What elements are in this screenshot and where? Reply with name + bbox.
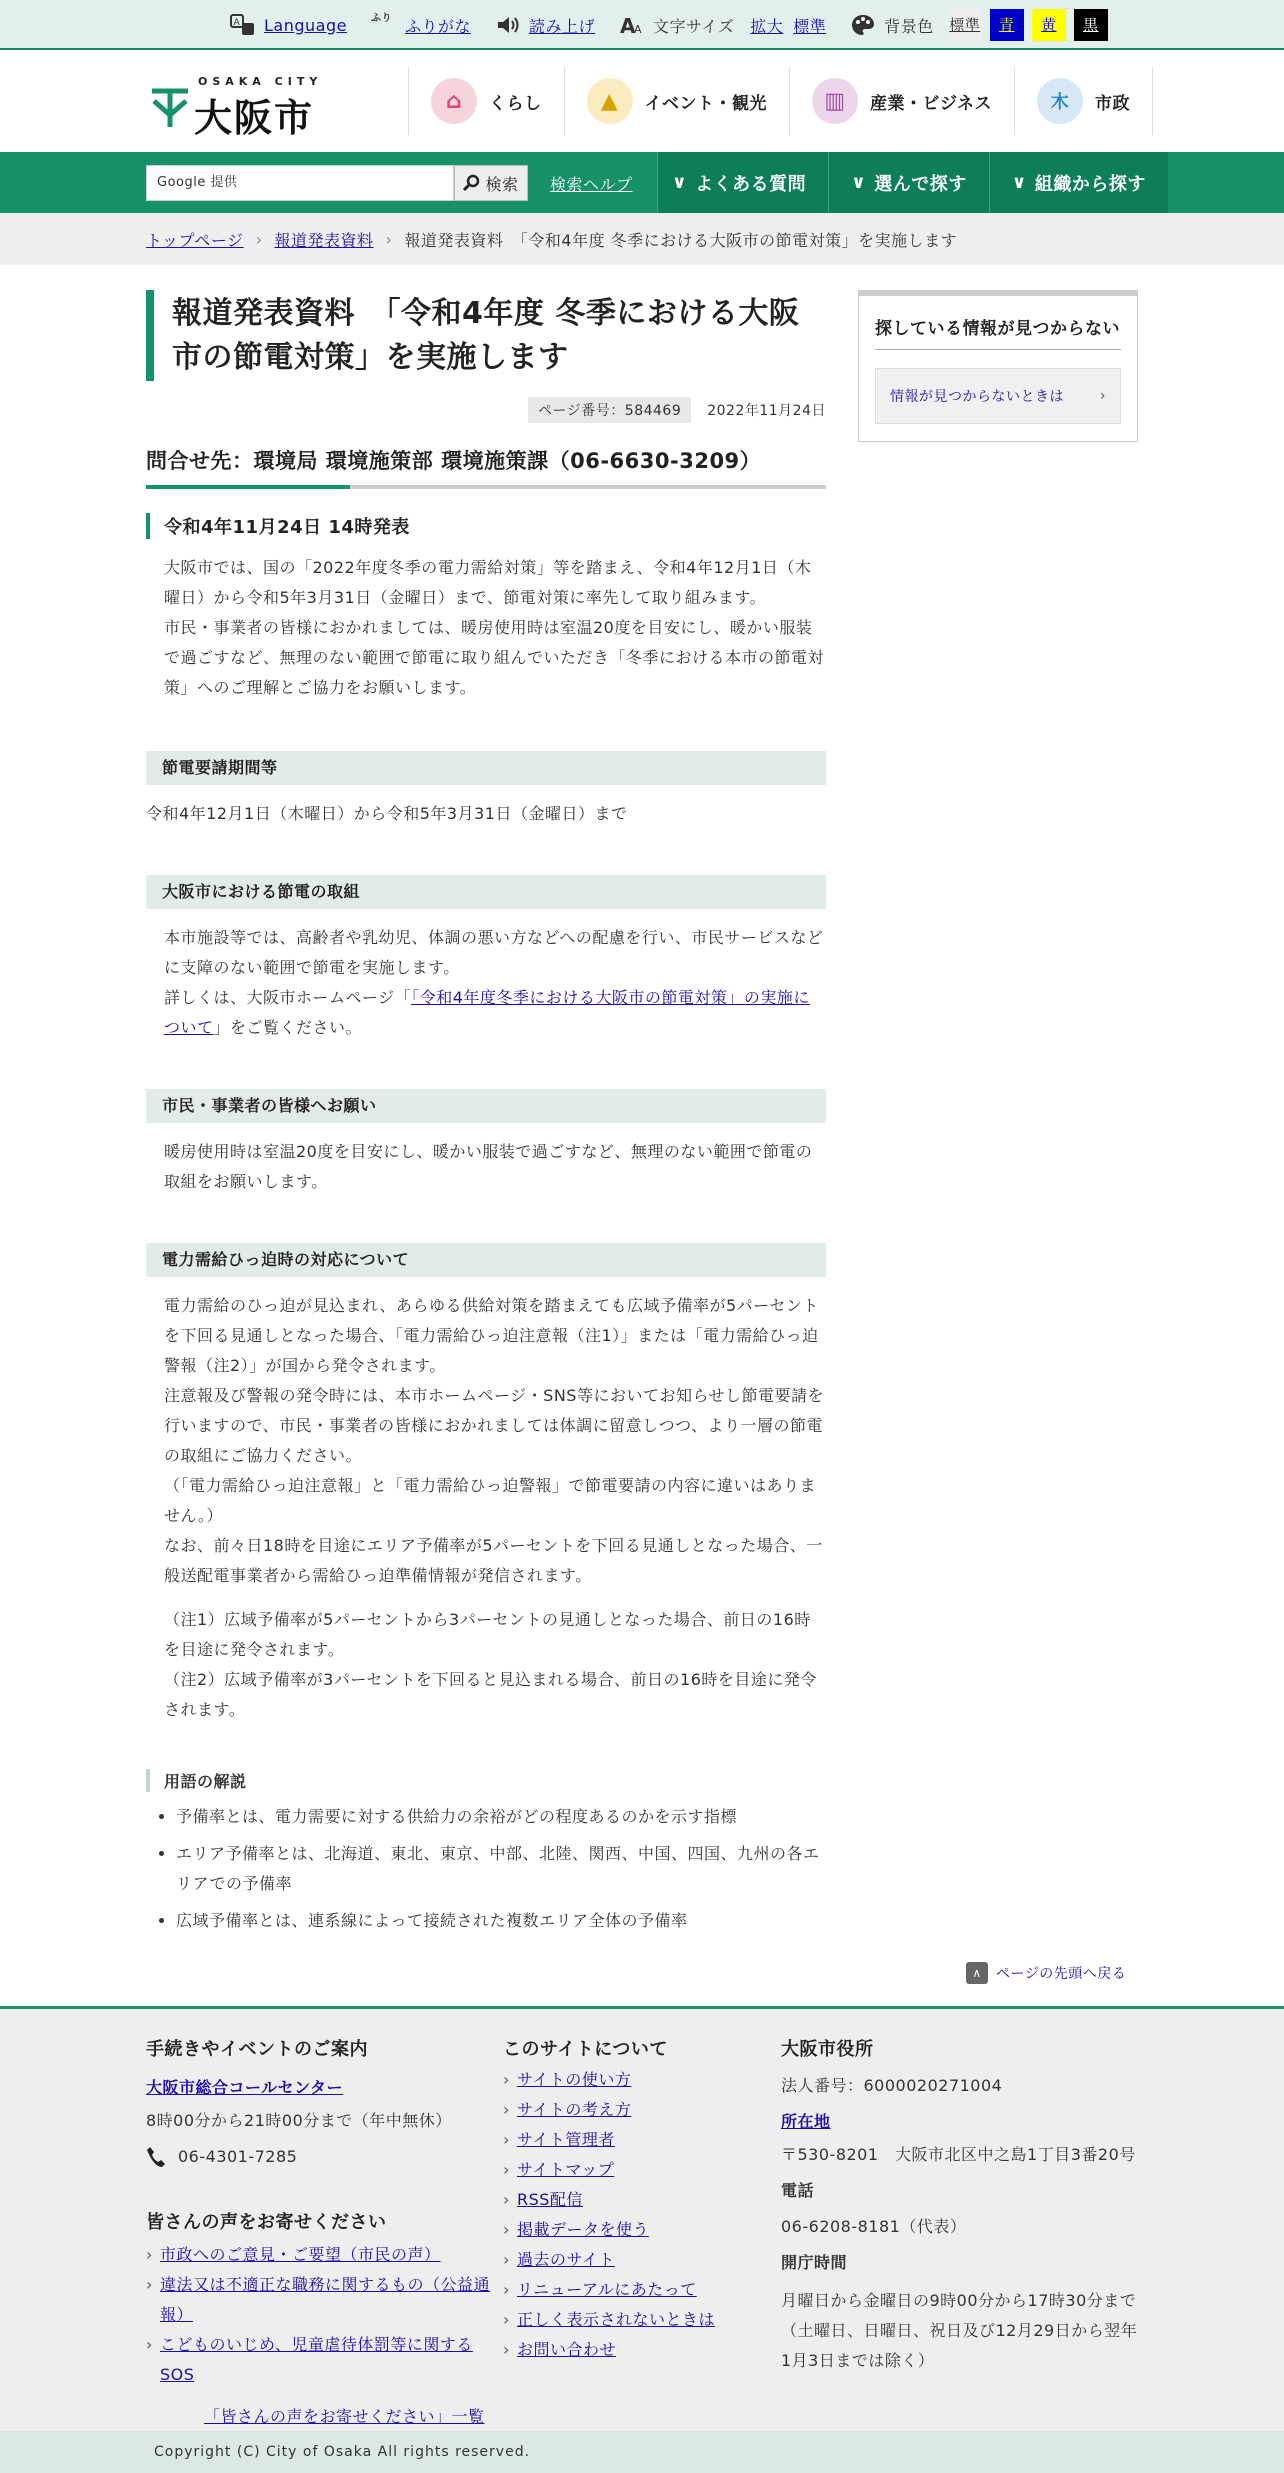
footer-col-site [503,2035,743,2365]
search-icon [463,174,481,192]
voice-link[interactable]: 違法又は不適正な職務に関するもの（公益通報） [160,2275,491,2324]
search-bar [0,152,1284,213]
site-link-item[interactable] [503,2245,743,2275]
tel-label: 電話 [781,2181,815,2200]
list-item: • 広域予備率とは、連系線によって接続された複数エリア全体の予備率 [176,1906,826,1936]
site-link[interactable]: サイトマップ [517,2160,615,2179]
chevron-down-icon: ∨ [851,172,867,193]
city-emblem-icon [150,87,190,129]
furigana-icon: ふり [370,13,392,24]
nav-shisei[interactable] [1014,67,1153,135]
nav-faq[interactable] [657,152,828,213]
copyright: Copyright (C) City of Osaka All rights reserved. [0,2431,1284,2473]
hours-note: （土曜日、日曜日、祝日及び12月29日から翌年1月3日までは除く） [781,2321,1138,2370]
location-link[interactable]: 所在地 [781,2112,831,2131]
terms-heading: 用語の解説 [146,1769,826,1792]
site-link-item[interactable] [503,2155,743,2185]
footer [0,2006,1284,2431]
footer-col-guide [146,2035,506,2427]
nav-kurashi[interactable] [408,67,564,135]
section-heading: 電力需給ひっ迫時の対応について [146,1243,826,1277]
call-center-link[interactable]: 大阪市総合コールセンター [146,2078,344,2097]
footer-heading: 手続きやイベントのご案内 [146,2039,368,2060]
page-title: 報道発表資料 「令和4年度 冬季における大阪市の節電対策」を実施します [146,290,826,381]
building-icon: ▥ [812,78,858,124]
furigana-label[interactable]: ふりがな [404,16,471,36]
call-center-phone [146,2142,506,2172]
bg-yellow-button[interactable]: 黄 [1032,9,1066,41]
text-prefix: 詳しくは、大阪市ホームページ「 [164,988,412,1007]
sidebar-heading: 探している情報が見つからない [875,296,1121,350]
palette-icon [850,13,876,37]
bg-standard-button[interactable]: 標準 [948,9,982,41]
voice-links [146,2240,506,2390]
site-link[interactable]: サイトの考え方 [517,2100,632,2119]
site-link-item[interactable] [503,2305,743,2335]
main-content [146,290,826,1936]
site-link[interactable]: リニューアルにあたって [517,2280,697,2299]
footer-heading: 皆さんの声をお寄せください [146,2212,387,2233]
section-text: 電力需給のひっ迫が見込まれ、あらゆる供給対策を踏まえても広域予備率が5パーセントを下回る見通しとなった場合、「電力需給ひっ迫注意報（注1）」または「電力需給ひっ迫警報（注2）」が国から発令されます。 [164,1296,819,1375]
intro-paragraph-2: 市民・事業者の皆様におかれましては、暖房使用時は室温20度を目安にし、暖かい服装で過ごすなど、無理のない範囲で節電に取り組んでいただき「冬季における本市の節電対策」へのご理解とご協力をお願いします。 [164,618,825,697]
section-text [146,1137,826,1197]
chevron-down-icon: ∨ [672,172,688,193]
chevron-right-icon: › [1099,388,1106,404]
voice-all-link[interactable]: 「皆さんの声をお寄せください」一覧 [204,2407,485,2426]
text-suffix: 」をご覧ください。 [213,1018,363,1037]
site-link-item[interactable] [503,2275,743,2305]
language-label[interactable]: Language [264,15,347,35]
nav-org[interactable] [989,152,1168,213]
note-2: （注2）広域予備率が3パーセントを下回ると見込まれる場合、前日の16時を目途に発令されます。 [164,1670,817,1719]
not-found-label: 情報が見つからないときは [890,389,1064,405]
speaker-icon [495,13,521,37]
nav-choose[interactable] [828,152,989,213]
nav-choose-label: 選んで探す [874,173,967,195]
nav-org-label: 組織から探す [1034,173,1146,195]
font-size-label: 文字サイズ [653,16,735,36]
nav-event-label: イベント・観光 [644,93,767,114]
font-standard-link[interactable]: 標準 [793,16,827,36]
nav-business[interactable] [789,67,1014,135]
font-size-icon [619,13,645,37]
breadcrumb [0,213,1284,265]
font-enlarge-link[interactable]: 拡大 [750,16,784,36]
hours-label: 開庁時間 [781,2253,848,2272]
note-1: （注1）広域予備率が5パーセントから3パーセントの見通しとなった場合、前日の16時を目途に発令されます。 [164,1610,811,1659]
section-heading: 節電要請期間等 [146,751,826,785]
breadcrumb-current: 報道発表資料 「令和4年度 冬季における大阪市の節電対策」を実施します [404,230,958,250]
intro [146,553,826,703]
section-text: なお、前々日18時を目途にエリア予備率が5パーセントを下回る見通しとなった場合、一般送配電事業者から需給ひっ迫準備情報が発信されます。 [164,1536,823,1585]
section-heading: 市民・事業者の皆様へお願い [146,1089,826,1123]
site-link[interactable]: サイトの使い方 [517,2070,632,2089]
address: 〒530-8201 大阪市北区中之島1丁目3番20号 [781,2145,1136,2164]
logo-japanese: 大阪市 [194,96,315,140]
site-link-item[interactable] [503,2185,743,2215]
house-icon: ⌂ [431,78,477,124]
section-text: 本市施設等では、高齢者や乳幼児、体調の悪い方などへの配慮を行い、市民サービスなどに支障のない範囲で節電を実施します。 [164,928,824,977]
section-text: 令和4年12月1日（木曜日）から令和5年3月31日（金曜日）まで [146,804,628,823]
terms-list [146,1802,826,1936]
bg-color-label: 背景色 [884,16,934,36]
intro-paragraph-1: 大阪市では、国の「2022年度冬季の電力需給対策」等を踏まえ、令和4年12月1日（木曜日）から令和5年3月31日（金曜日）まで、節電対策に率先して取り組みます。 [164,558,812,607]
font-size-group [619,13,826,37]
site-link-item[interactable] [503,2065,743,2095]
language-link[interactable] [230,13,347,37]
section-body [146,923,826,1043]
read-aloud-link[interactable] [495,13,595,37]
page-number: ページ番号：584469 [528,397,691,423]
emblem-icon: 木 [1037,78,1083,124]
logo-english: OSAKA CITY [198,75,323,88]
site-link[interactable]: 正しく表示されないときは [517,2310,716,2329]
search-input[interactable]: Google 提供 [146,165,454,201]
chevron-right-icon: › [385,229,393,249]
chevron-right-icon: › [255,229,263,249]
nav-shisei-label: 市政 [1095,93,1130,114]
section-text: 注意報及び警報の発令時には、本市ホームページ・SNS等においてお知らせし節電要請を行いますので、市民・事業者の皆様におかれましては体調に留意しつつ、より一層の節電の取組にご協力ください。 [164,1386,824,1465]
voice-link[interactable]: 市政へのご意見・ご要望（市民の声） [160,2245,441,2264]
site-link[interactable]: RSS配信 [517,2190,583,2209]
svg-text:A: A [620,14,636,37]
list-item: • エリア予備率とは、北海道、東北、東京、中部、北陸、関西、中国、四国、九州の各エリアでの予備率 [176,1839,826,1899]
footer-heading: このサイトについて [503,2039,668,2060]
global-nav [408,67,1153,135]
voice-link-item[interactable] [146,2330,506,2390]
search-button[interactable] [454,165,528,201]
corp-number: 法人番号：6000020271004 [781,2076,1003,2095]
sub-nav [657,152,1168,213]
castle-icon: ▲ [587,78,633,124]
site-link-item[interactable] [503,2095,743,2125]
not-found-button[interactable] [875,368,1121,424]
voice-link-item[interactable] [146,2270,506,2330]
section-text-inner: 暖房使用時は室温20度を目安にし、暖かい服装で過ごすなど、無理のない範囲で節電の取組をお願いします。 [164,1142,813,1191]
footer-heading: 大阪市役所 [781,2039,874,2060]
nav-event[interactable] [564,67,790,135]
section-text-with-link [146,983,826,1043]
read-aloud-label[interactable]: 読み上げ [528,16,595,36]
site-link[interactable]: 掲載データを使う [517,2220,650,2239]
translate-icon [230,13,256,37]
nav-faq-label: よくある質問 [695,173,807,195]
release-date: 令和4年11月24日 14時発表 [146,513,826,539]
site-link[interactable]: お問い合わせ [517,2340,617,2359]
section-text: （「電力需給ひっ迫注意報」と「電力需給ひっ迫警報」で節電要請の内容に違いはありません。） [164,1476,817,1525]
voice-link[interactable]: こどものいじめ、児童虐待体罰等に関するSOS [160,2335,473,2384]
voice-link-item[interactable] [146,2240,506,2270]
hours-text: 月曜日から金曜日の9時00分から17時30分まで [781,2291,1137,2310]
chevron-up-icon: ∧ [966,1962,988,1984]
search-help-link[interactable]: 検索ヘルプ [550,175,633,194]
search-button-label: 検索 [485,174,519,194]
site-link-item[interactable] [503,2335,743,2365]
chevron-down-icon: ∨ [1011,172,1027,193]
page-date: 2022年11月24日 [707,403,826,419]
call-center-hours: 8時00分から21時00分まで（年中無休） [146,2111,452,2130]
site-link-item[interactable] [503,2125,743,2155]
back-to-top-label: ページの先頭へ戻る [996,1966,1127,1982]
svg-text:A: A [233,18,241,28]
phone-number: 06-4301-7285 [178,2147,298,2166]
footer-col-cityhall [781,2035,1141,2376]
svg-text:A: A [634,23,643,36]
contact-heading: 問合せ先：環境局 環境施策部 環境施策課（06-6630-3209） [146,445,826,489]
nav-business-label: 産業・ビジネス [870,93,992,114]
tel-number: 06-6208-8181（代表） [781,2217,967,2236]
site-link[interactable]: サイト管理者 [517,2130,615,2149]
bg-blue-button[interactable]: 青 [990,9,1024,41]
list-item: • 予備率とは、電力需要に対する供給力の余裕がどの程度あるのかを示す指標 [176,1802,826,1832]
osaka-city-logo[interactable] [150,75,330,140]
site-links [503,2065,743,2365]
breadcrumb-press[interactable]: 報道発表資料 [274,230,374,250]
bg-color-group [850,9,1108,41]
section-heading: 大阪市における節電の取組 [146,875,826,909]
breadcrumb-top[interactable]: トップページ [146,230,244,250]
utility-bar [0,0,1284,50]
site-link[interactable]: 過去のサイト [517,2250,615,2269]
site-header [0,50,1284,152]
section-body [146,1291,826,1725]
sidebar-help [858,290,1138,442]
energy-saving-link[interactable]: 「令和4年度冬季における大阪市の節電対策」の実施について [164,988,810,1037]
bg-black-button[interactable]: 黒 [1074,9,1108,41]
nav-kurashi-label: くらし [489,93,542,114]
site-link-item[interactable] [503,2215,743,2245]
furigana-link[interactable] [371,13,471,37]
page-meta [146,397,826,423]
back-to-top-link[interactable] [966,1962,1126,1984]
phone-icon [146,2146,166,2168]
